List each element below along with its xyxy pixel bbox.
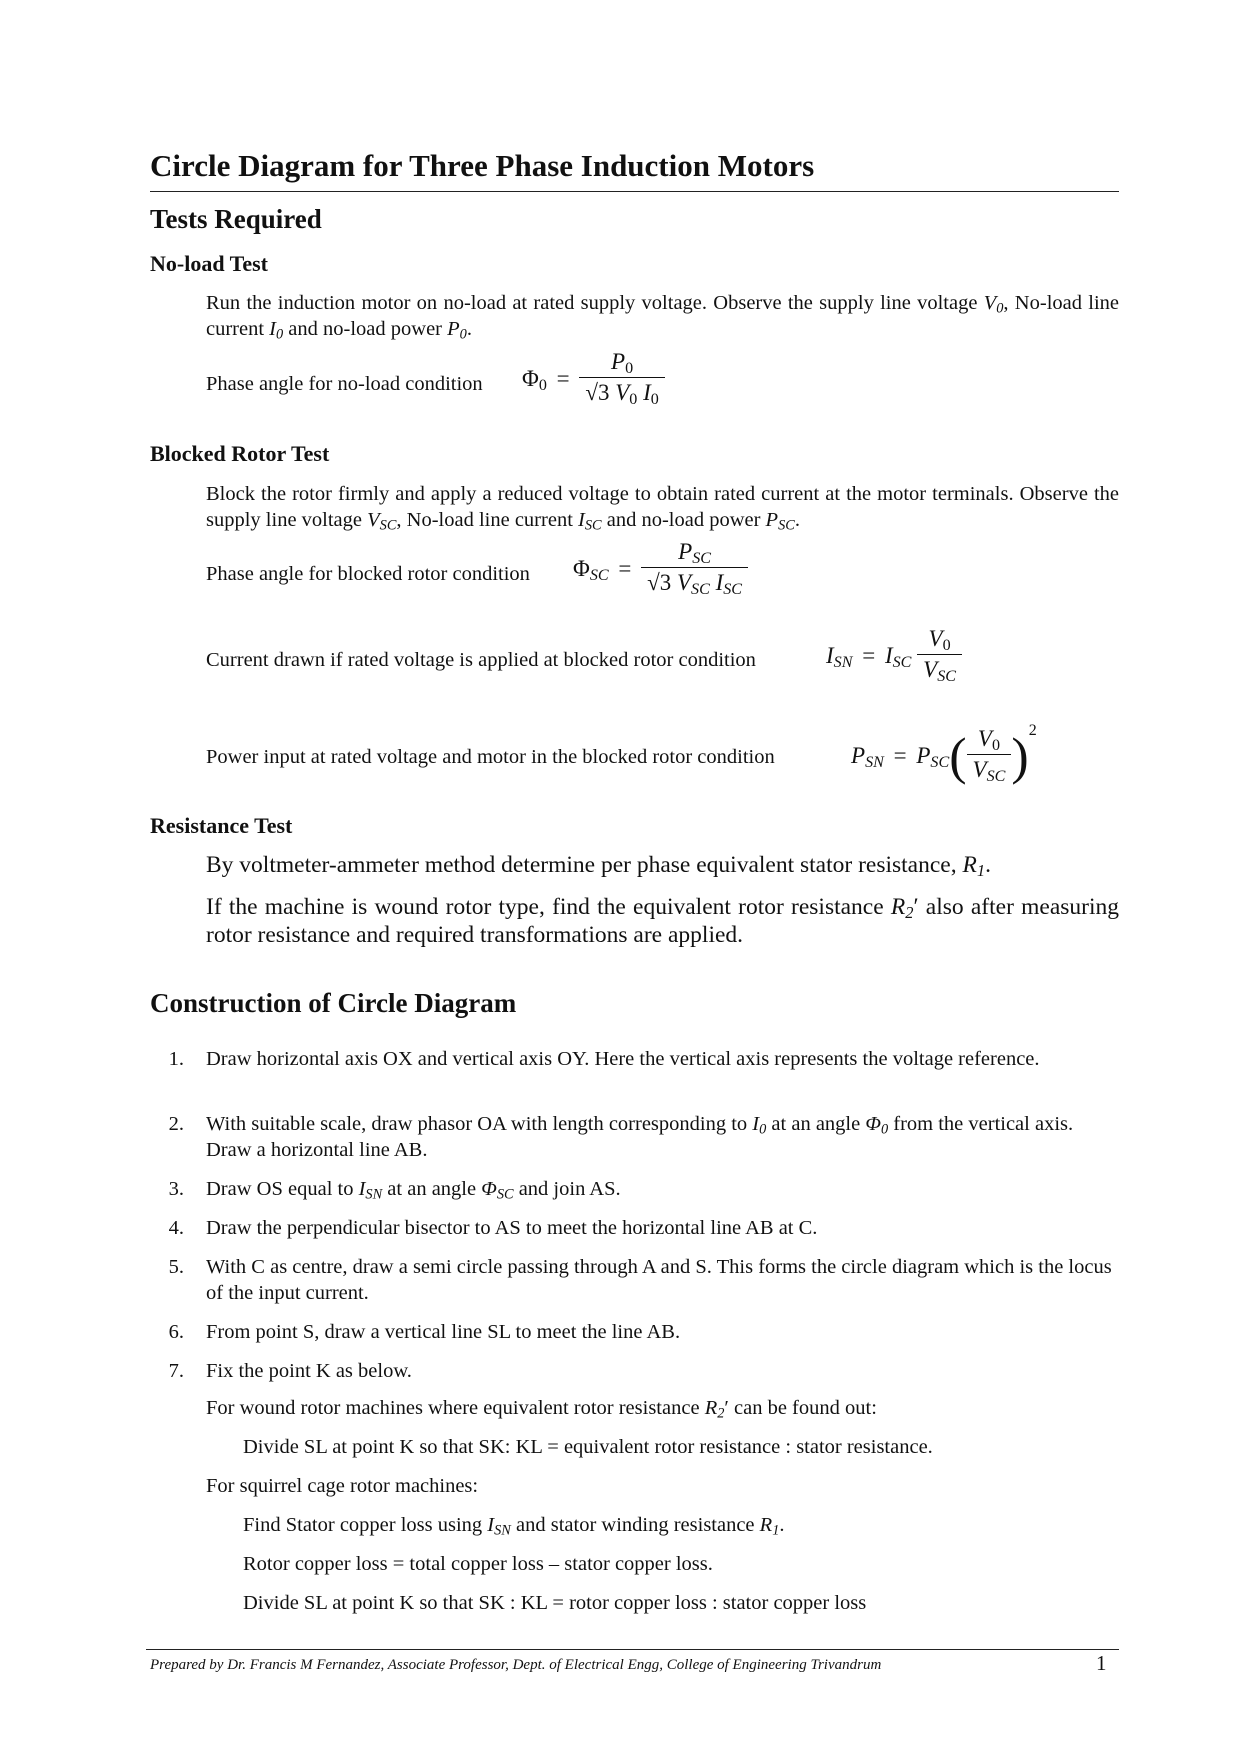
tests-heading: Tests Required — [150, 204, 322, 234]
title-underline — [150, 191, 1119, 192]
resistance-paragraph-2: If the machine is wound rotor type, find the equivalent rotor resistance $R_2'$ also after measuring rotor resistance and required transformations are applied. — [206, 894, 1119, 948]
blocked-paragraph: Block the rotor firmly and apply a reduced voltage to obtain rated current at the motor terminals. Observe the supply line voltage $V_{SC}$, No-load line current $I_{SC}$ and no-load power $P_{SC}$. — [206, 483, 1119, 534]
blocked-eq3-label: Power input at rated voltage and motor in the blocked rotor condition — [206, 746, 775, 768]
footer-rule — [146, 1649, 1119, 1650]
construction-heading: Construction of Circle Diagram — [150, 988, 517, 1018]
resistance-paragraph-1: By voltmeter-ammeter method determine per phase equivalent stator resistance, $R_1$. — [206, 852, 991, 881]
wound-rotor-step: Divide SL at point K so that SK: KL = equivalent rotor resistance : stator resistance. — [243, 1436, 933, 1458]
blocked-eq1-label: Phase angle for blocked rotor condition — [206, 563, 530, 585]
noload-phase-equation: $\Phi_0$ = $\frac{P_0}{√3 V_0 I_0}$ — [522, 355, 665, 406]
wound-rotor-text: For wound rotor machines where equivalent rotor resistance $R_2'$ can be found out: — [206, 1397, 877, 1422]
page-title: Circle Diagram for Three Phase Induction Motors — [150, 148, 815, 183]
noload-paragraph: Run the induction motor on no-load at rated supply voltage. Observe the supply line voltage $V_0$, No-load line current $I_0$ and no-load power $P_0$. — [206, 292, 1119, 343]
blocked-eq2-label: Current drawn if rated voltage is applied at blocked rotor condition — [206, 649, 756, 671]
blocked-current-equation: $I_{SN} = I_{SC}$ $\frac{V_0}{V_{SC}}$ — [826, 632, 962, 683]
squirrel-step-2: Rotor copper loss = total copper loss – stator copper loss. — [243, 1553, 713, 1575]
blocked-heading: Blocked Rotor Test — [150, 441, 330, 466]
squirrel-step-3: Divide SL at point K so that SK : KL = rotor copper loss : stator copper loss — [243, 1592, 867, 1614]
blocked-power-equation: $P_{SN} = P_{SC}$( $\frac{V_0}{V_{SC}}$ )$^2$ — [851, 722, 1037, 786]
squirrel-step-1: Find Stator copper loss using $I_{SN}$ and stator winding resistance $R_1$. — [243, 1514, 785, 1539]
resistance-heading: Resistance Test — [150, 813, 293, 838]
squirrel-cage-text: For squirrel cage rotor machines: — [206, 1475, 479, 1497]
blocked-phase-equation: $\Phi_{SC}$ = $\frac{P_{SC}}{√3 V_{SC} I_{SC}}$ — [573, 545, 748, 596]
page-number: 1 — [1096, 1651, 1107, 1675]
noload-eq-label: Phase angle for no-load condition — [206, 373, 483, 395]
noload-heading: No-load Test — [150, 251, 268, 276]
footer-credit: Prepared by Dr. Francis M Fernandez, Associate Professor, Dept. of Electrical Engg, College of Engineering Trivandrum — [150, 1657, 882, 1673]
